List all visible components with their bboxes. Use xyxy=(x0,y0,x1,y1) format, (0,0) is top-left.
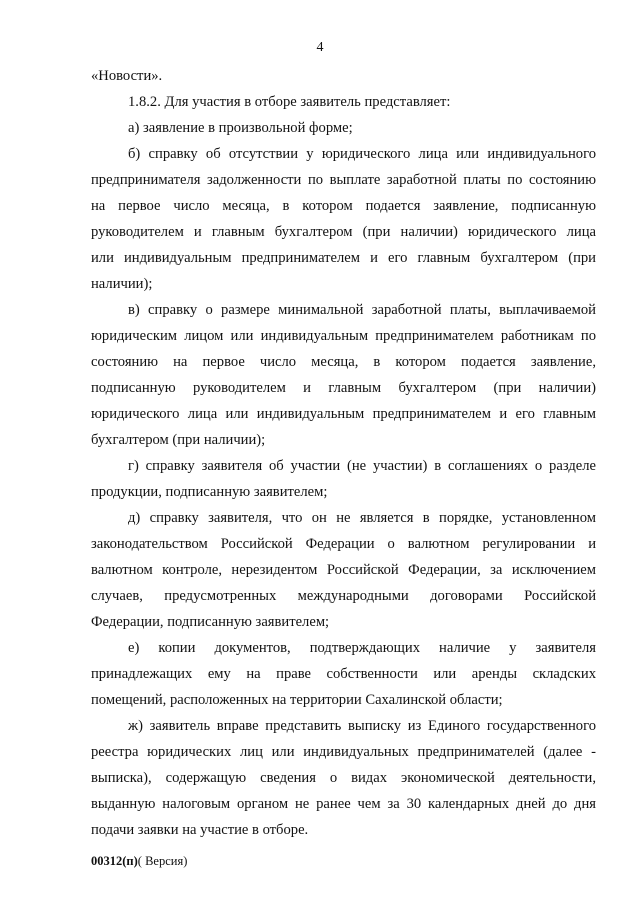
document-footer xyxy=(91,854,187,869)
text-line: законодательством Российской Федерации о валютном регулировании и xyxy=(91,536,596,552)
text-line: г) справку заявителя об участии (не участии) в соглашениях о разделе xyxy=(128,458,596,474)
text-line: реестра юридических лиц или индивидуальных предпринимателей (далее - xyxy=(91,744,596,760)
text-line: в) справку о размере минимальной заработной платы, выплачиваемой xyxy=(128,302,596,318)
text-line: продукции, подписанную заявителем; xyxy=(91,484,328,500)
text-line: 1.8.2. Для участия в отборе заявитель представляет: xyxy=(128,94,451,110)
text-line: бухгалтером (при наличии); xyxy=(91,432,266,448)
text-line: ж) заявитель вправе представить выписку из Единого государственного xyxy=(128,718,596,734)
text-line: валютном контроле, нерезидентом Российской Федерации, за исключением xyxy=(91,562,596,578)
text-line: выданную налоговым органом не ранее чем за 30 календарных дней до дня xyxy=(91,796,596,812)
page-number: 4 xyxy=(316,40,324,55)
text-line: принадлежащих ему на праве собственности или аренды складских xyxy=(91,666,596,682)
footer-version: ( Версия) xyxy=(137,854,188,868)
text-line: подписанную руководителем и главным бухгалтером (при наличии) xyxy=(91,380,596,396)
text-line: наличии); xyxy=(91,276,153,292)
text-line: юридического лица или индивидуальным предпринимателем и его главным xyxy=(91,406,596,422)
text-line: д) справку заявителя, что он не является в порядке, установленном xyxy=(128,510,596,526)
text-line: «Новости». xyxy=(91,68,163,84)
text-line: или индивидуальным предпринимателем и его главным бухгалтером (при xyxy=(91,250,596,266)
text-line: выписка), содержащую сведения о видах экономической деятельности, xyxy=(91,770,596,786)
text-line: случаев, предусмотренных международными договорами Российской xyxy=(91,588,596,604)
text-line: помещений, расположенных на территории Сахалинской области; xyxy=(91,692,503,708)
text-line: состоянию на первое число месяца, в котором подается заявление, xyxy=(91,354,596,370)
text-line: е) копии документов, подтверждающих наличие у заявителя xyxy=(128,640,596,656)
document-body xyxy=(91,63,596,843)
text-line: на первое число месяца, в котором подается заявление, подписанную xyxy=(91,198,596,214)
footer-document-code: 00312(п) xyxy=(91,854,138,868)
text-line: руководителем и главным бухгалтером (при наличии) юридического лица xyxy=(91,224,596,240)
text-line: юридическим лицом или индивидуальным предпринимателем работникам по xyxy=(91,328,596,344)
text-line: Федерации, подписанную заявителем; xyxy=(91,614,330,630)
text-line: а) заявление в произвольной форме; xyxy=(128,120,353,136)
text-line: б) справку об отсутствии у юридического лица или индивидуального xyxy=(128,146,596,162)
text-line: предпринимателя задолженности по выплате заработной платы по состоянию xyxy=(91,172,596,188)
text-line: подачи заявки на участие в отборе. xyxy=(91,822,309,838)
